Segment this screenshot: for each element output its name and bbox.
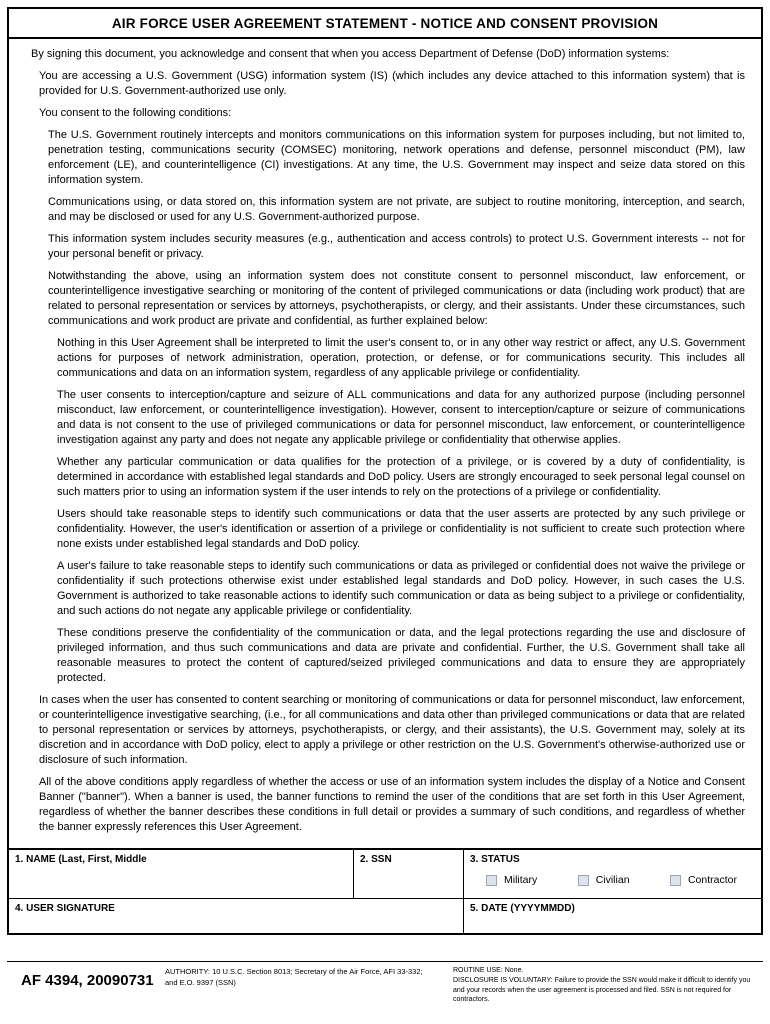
paragraph: By signing this document, you acknowledge and consent that when you access Department of Defense (DoD) information systems: bbox=[31, 48, 670, 60]
status-option-civilian bbox=[578, 874, 630, 886]
form-page bbox=[7, 7, 763, 1005]
authority-note: AUTHORITY: 10 U.S.C. Section 8013; Secretary of the Air Force, AFI 33-332; and E.O. 9397 (SSN) bbox=[165, 967, 423, 987]
status-option-contractor bbox=[670, 874, 737, 886]
paragraph: Nothing in this User Agreement shall be interpreted to limit the user's consent to, or in any other way restrict or affect, any U.S. Government actions for purposes of network administration, operation, protection, or defense, or for communications security. This includes all communications and data on an information system, regardless of any applicable privilege or confidentiality. bbox=[57, 337, 745, 379]
form-footer bbox=[7, 961, 763, 1005]
status-options bbox=[470, 874, 755, 886]
ssn-field[interactable] bbox=[354, 850, 464, 898]
privacy-notes bbox=[453, 965, 763, 1005]
paragraph: These conditions preserve the confidentiality of the communication or data, and the legal protections regarding the use and disclosure of privileged information, and thus such communications and data are private and confidential. Further, the U.S. Government shall take all reasonable measures to protect the content of captured/seized privileged communications and data to ensure they are appropriately protected. bbox=[57, 627, 745, 684]
ssn-label: 2. SSN bbox=[360, 854, 392, 865]
status-option-military bbox=[486, 874, 537, 886]
signature-table bbox=[9, 848, 761, 933]
paragraph: All of the above conditions apply regardless of whether the access or use of an information system includes the display of a Notice and Consent Banner ("banner"). When a banner is used, the banner functions to remind the user of the conditions that are set forth in this User Agreement, regardless of whether the banner describes these conditions in full detail or provides a summary of such conditions, and regardless of whether the banner expressly references this User Agreement. bbox=[39, 776, 745, 833]
paragraph: This information system includes security measures (e.g., authentication and access controls) to protect U.S. Government interests -- not for your personal benefit or privacy. bbox=[48, 233, 745, 260]
paragraph: Users should take reasonable steps to identify such communications or data that the user asserts are protected by any such privilege or confidentiality. However, the user's identification or assertion of a privilege or confidentiality is not sufficient to create such protection where none exists under established legal standards and DoD policy. bbox=[57, 508, 745, 550]
civilian-label: Civilian bbox=[595, 874, 630, 886]
signature-label: 4. USER SIGNATURE bbox=[15, 903, 115, 914]
name-field[interactable] bbox=[9, 850, 354, 898]
agreement-text bbox=[9, 39, 761, 848]
status-field bbox=[464, 850, 761, 898]
table-row bbox=[9, 898, 761, 933]
paragraph: In cases when the user has consented to content searching or monitoring of communications or data for personnel misconduct, law enforcement, or counterintelligence investigative searching, (i.e., for all communications and data other than privileged communications or data that are related to personal representation or services by attorneys, psychotherapists, or clergy, and their assistants), the U.S. Government may, solely at its discretion and in accordance with DoD policy, elect to apply a privilege or other restriction on the U.S. Government's otherwise-authorized use or disclosure of such information. bbox=[39, 694, 745, 766]
paragraph: Whether any particular communication or data qualifies for the protection of a privilege, or is covered by a duty of confidentiality, is determined in accordance with established legal standards and DoD policy. Users are strongly encouraged to seek personal legal counsel on such matters prior to using an information system if the user intends to rely on the protections of a privilege or confidentiality. bbox=[57, 456, 745, 498]
form-title: AIR FORCE USER AGREEMENT STATEMENT - NOTICE AND CONSENT PROVISION bbox=[9, 9, 761, 39]
civilian-checkbox[interactable] bbox=[578, 875, 589, 886]
table-row bbox=[9, 850, 761, 898]
paragraph: You are accessing a U.S. Government (USG) information system (IS) (which includes any device attached to this information system) that is provided for U.S. Government-authorized use only. bbox=[39, 70, 745, 97]
status-label: 3. STATUS bbox=[470, 854, 520, 865]
military-checkbox[interactable] bbox=[486, 875, 497, 886]
routine-use-note: ROUTINE USE: None. bbox=[453, 967, 524, 974]
paragraph: Communications using, or data stored on, this information system are not private, are subject to routine monitoring, interception, and search, and may be disclosed or used for any U.S. Government-authorized purpose. bbox=[48, 196, 745, 223]
paragraph: The user consents to interception/capture and seizure of ALL communications and data for any authorized purpose (including personnel misconduct, law enforcement, or counterintelligence investigation). However, consent to interception/capture or seizure of communications and data is not consent to the use of privileged communications or data for personnel misconduct, law enforcement, or counterintelligence investigation against any party and does not negate any applicable privilege or confidentiality that otherwise applies. bbox=[57, 389, 745, 446]
contractor-label: Contractor bbox=[687, 874, 737, 886]
paragraph: You consent to the following conditions: bbox=[39, 107, 232, 119]
paragraph: Notwithstanding the above, using an information system does not constitute consent to personnel misconduct, law enforcement, or counterintelligence investigative searching or monitoring of the content of privileged communications or data (including work product) that are related to personal representation or services by attorneys, psychotherapists, or clergy, and their assistants. Under these circumstances, such communications and work product are private and confidential, as further explained below: bbox=[48, 270, 745, 327]
disclosure-note: DISCLOSURE IS VOLUNTARY: Failure to provide the SSN would make it difficult to identify you and your records when the user agreement is processed and filed. SSN is not required for contractors. bbox=[453, 976, 751, 1004]
af-form-4394 bbox=[7, 7, 763, 935]
paragraph: The U.S. Government routinely intercepts and monitors communications on this information system for purposes including, but not limited to, penetration testing, communications security (COMSEC) monitoring, network operations and defense, personnel misconduct (PM), law enforcement (LE), and counterintelligence (CI) investigations. At any time, the U.S. Government may inspect and seize data stored on this information system. bbox=[48, 129, 745, 186]
name-label: 1. NAME (Last, First, Middle bbox=[15, 854, 147, 865]
date-label: 5. DATE (YYYYMMDD) bbox=[470, 903, 575, 914]
military-label: Military bbox=[504, 874, 538, 886]
signature-field[interactable] bbox=[9, 899, 464, 933]
paragraph: A user's failure to take reasonable steps to identify such communications or data as privileged or confidential does not waive the privilege or confidentiality if such protections otherwise exist under established legal standards and DoD policy. However, in such cases the U.S. Government is authorized to take reasonable actions to identify such communication or data as being subject to a privilege or confidentiality, and such actions do not negate any applicable privilege or confidentiality. bbox=[57, 560, 745, 617]
date-field[interactable] bbox=[464, 899, 761, 933]
form-number: AF 4394, 20090731 bbox=[21, 972, 154, 989]
contractor-checkbox[interactable] bbox=[670, 875, 681, 886]
